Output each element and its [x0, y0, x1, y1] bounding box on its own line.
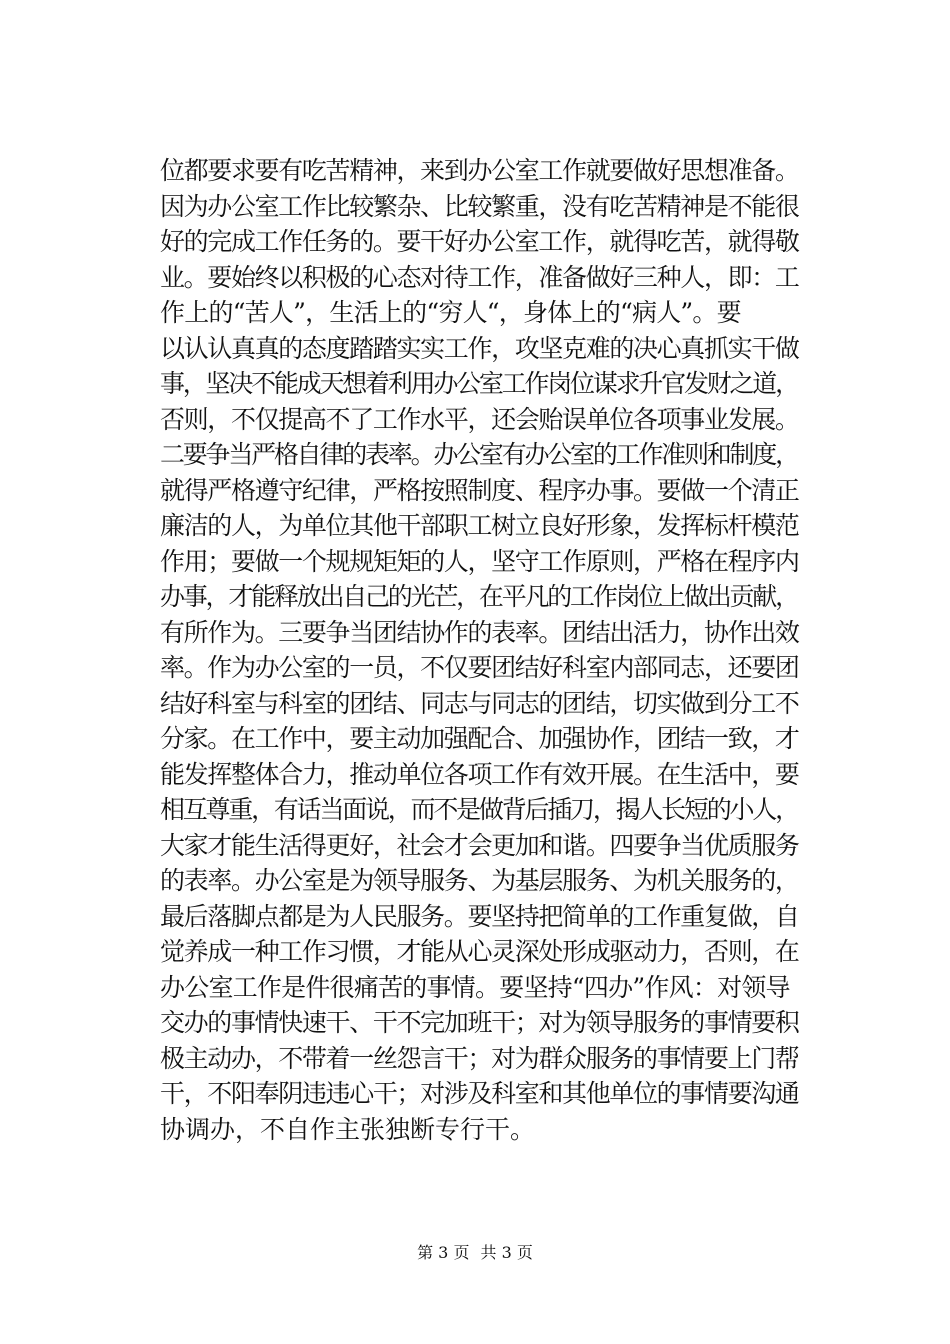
text-line: 二要争当严格自律的表率。办公室有办公室的工作准则和制度， [160, 440, 798, 469]
text-line: 相互尊重，有话当面说，而不是做背后插刀，揭人长短的小人， [160, 795, 798, 824]
text-line: 就得严格遵守纪律，严格按照制度、程序办事。要做一个清正 [160, 475, 799, 505]
text-line: 位都要求要有吃苦精神，来到办公室工作就要做好思想准备。 [160, 156, 799, 185]
text-line: 事，坚决不能成天想着利用办公室工作岗位谋求升官发财之道， [160, 369, 798, 398]
text-line: 作用；要做一个规规矩矩的人，坚守工作原则，严格在程序内 [160, 546, 799, 576]
text-line: 以认认真真的态度踏踏实实工作，攻坚克难的决心真抓实干做 [160, 333, 799, 363]
page-number: 第 3 页 [417, 1243, 470, 1262]
text-line: 能发挥整体合力，推动单位各项工作有效开展。在生活中，要 [160, 759, 799, 789]
text-line: 率。作为办公室的一员，不仅要团结好科室内部同志，还要团 [160, 653, 799, 682]
text-line: 好的完成工作任务的。要干好办公室工作，就得吃苦，就得敬 [160, 227, 799, 256]
text-line: 交办的事情快速干、干不完加班干；对为领导服务的事情要积 [160, 1008, 799, 1037]
text-line: 分家。在工作中，要主动加强配合、加强协作，团结一致，才 [160, 724, 799, 753]
text-line: 否则，不仅提高不了工作水平，还会贻误单位各项事业发展。 [160, 404, 799, 434]
text-line: 有所作为。三要争当团结协作的表率。团结出活力，协作出效 [160, 617, 799, 647]
text-line: 办事，才能释放出自己的光芒，在平凡的工作岗位上做出贡献， [160, 582, 798, 611]
text-line: 作上的“苦人”，生活上的“穷人“，身体上的“病人”。要 [160, 298, 741, 327]
text-line: 办公室工作是件很痛苦的事情。要坚持“四办”作风：对领导 [160, 972, 790, 1002]
text-line: 业。要始终以积极的心态对待工作，准备做好三种人，即：工 [160, 262, 799, 292]
text-line: 觉养成一种工作习惯，才能从心灵深处形成驱动力，否则，在 [160, 937, 799, 966]
text-line: 结好科室与科室的团结、同志与同志的团结，切实做到分工不 [160, 688, 799, 718]
text-line: 极主动办，不带着一丝怨言干；对为群众服务的事情要上门帮 [160, 1043, 799, 1073]
text-line: 协调办，不自作主张独断专行干。 [160, 1114, 536, 1144]
text-line: 的表率。办公室是为领导服务、为基层服务、为机关服务的， [160, 866, 799, 895]
text-line: 大家才能生活得更好，社会才会更加和谐。四要争当优质服务 [160, 830, 799, 860]
text-line: 最后落脚点都是为人民服务。要坚持把简单的工作重复做，自 [160, 901, 799, 931]
text-line: 因为办公室工作比较繁杂、比较繁重，没有吃苦精神是不能很 [160, 191, 799, 221]
body-text [160, 153, 820, 1147]
page-footer [0, 1242, 950, 1264]
text-line: 干，不阳奉阴违违心干；对涉及科室和其他单位的事情要沟通 [160, 1079, 799, 1108]
text-line: 廉洁的人，为单位其他干部职工树立良好形象，发挥标杆模范 [160, 511, 799, 540]
page-total: 共 3 页 [480, 1243, 533, 1262]
